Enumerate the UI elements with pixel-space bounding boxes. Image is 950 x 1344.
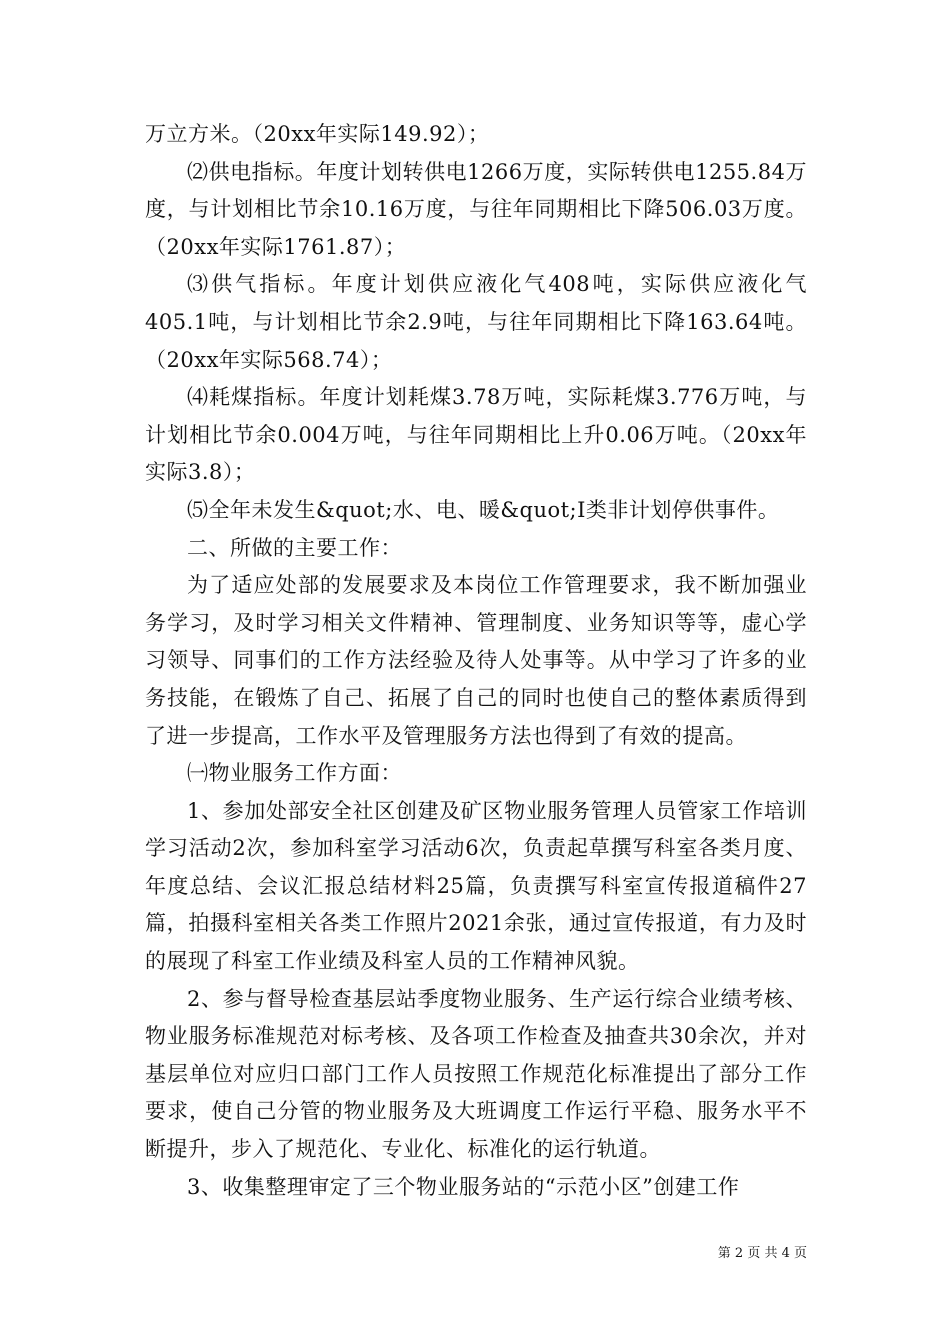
paragraph-learning: 为了适应处部的发展要求及本岗位工作管理要求，我不断加强业务学习，及时学习相关文件精神、管理制度、业务知识等等，虚心学习领导、同事们的工作方法经验及待人处事等。从中学习了许多的业务技能，在锻炼了自己、拓展了自己的同时也使自己的整体素质得到了进一步提高，工作水平及管理服务方法也得到了有效的提高。 bbox=[145, 573, 807, 748]
paragraph-gas-supply: ⑶供气指标。年度计划供应液化气408吨，实际供应液化气405.1吨，与计划相比节余2.9吨，与往年同期相比下降163.64吨。（20xx年实际568.74）； bbox=[145, 272, 807, 372]
document-body bbox=[145, 116, 807, 1206]
paragraph-power-supply: ⑵供电指标。年度计划转供电1266万度，实际转供电1255.84万度，与计划相比节余10.16万度，与往年同期相比下降506.03万度。（20xx年实际1761.87）； bbox=[145, 159, 807, 259]
page-number: 第 2 页 共 4 页 bbox=[717, 1246, 807, 1261]
section-heading-main-work: 二、所做的主要工作： bbox=[187, 535, 402, 560]
paragraph-water-supply-tail: 万立方米。（20xx年实际149.92）； bbox=[145, 122, 490, 146]
paragraph-coal-consumption: ⑷耗煤指标。年度计划耗煤3.78万吨，实际耗煤3.776万吨，与计划相比节余0.004万吨，与往年同期相比上升0.06万吨。（20xx年实际3.8）； bbox=[145, 385, 807, 485]
paragraph-no-outage-events: ⑸全年未发生&quot;水、电、暖&quot;Ⅰ类非计划停供事件。 bbox=[187, 497, 780, 522]
paragraph-item-3: 3、收集整理审定了三个物业服务站的“示范小区”创建工作 bbox=[187, 1174, 740, 1199]
paragraph-item-1: 1、参加处部安全社区创建及矿区物业服务管理人员管家工作培训学习活动2次，参加科室学习活动6次，负责起草撰写科室各类月度、年度总结、会议汇报总结材料25篇，负责撰写科室宣传报道稿件27篇，拍摄科室相关各类工作照片2021余张，通过宣传报道，有力及时的展现了科室工作业绩及科室人员的工作精神风貌。 bbox=[145, 798, 807, 974]
paragraph-item-2: 2、参与督导检查基层站季度物业服务、生产运行综合业绩考核、物业服务标准规范对标考核、及各项工作检查及抽查共30余次，并对基层单位对应归口部门工作人员按照工作规范化标准提出了部分工作要求，使自己分管的物业服务及大班调度工作运行平稳、服务水平不断提升，步入了规范化、专业化、标准化的运行轨道。 bbox=[145, 986, 807, 1162]
subsection-heading-property-service: ㈠物业服务工作方面： bbox=[187, 761, 402, 786]
